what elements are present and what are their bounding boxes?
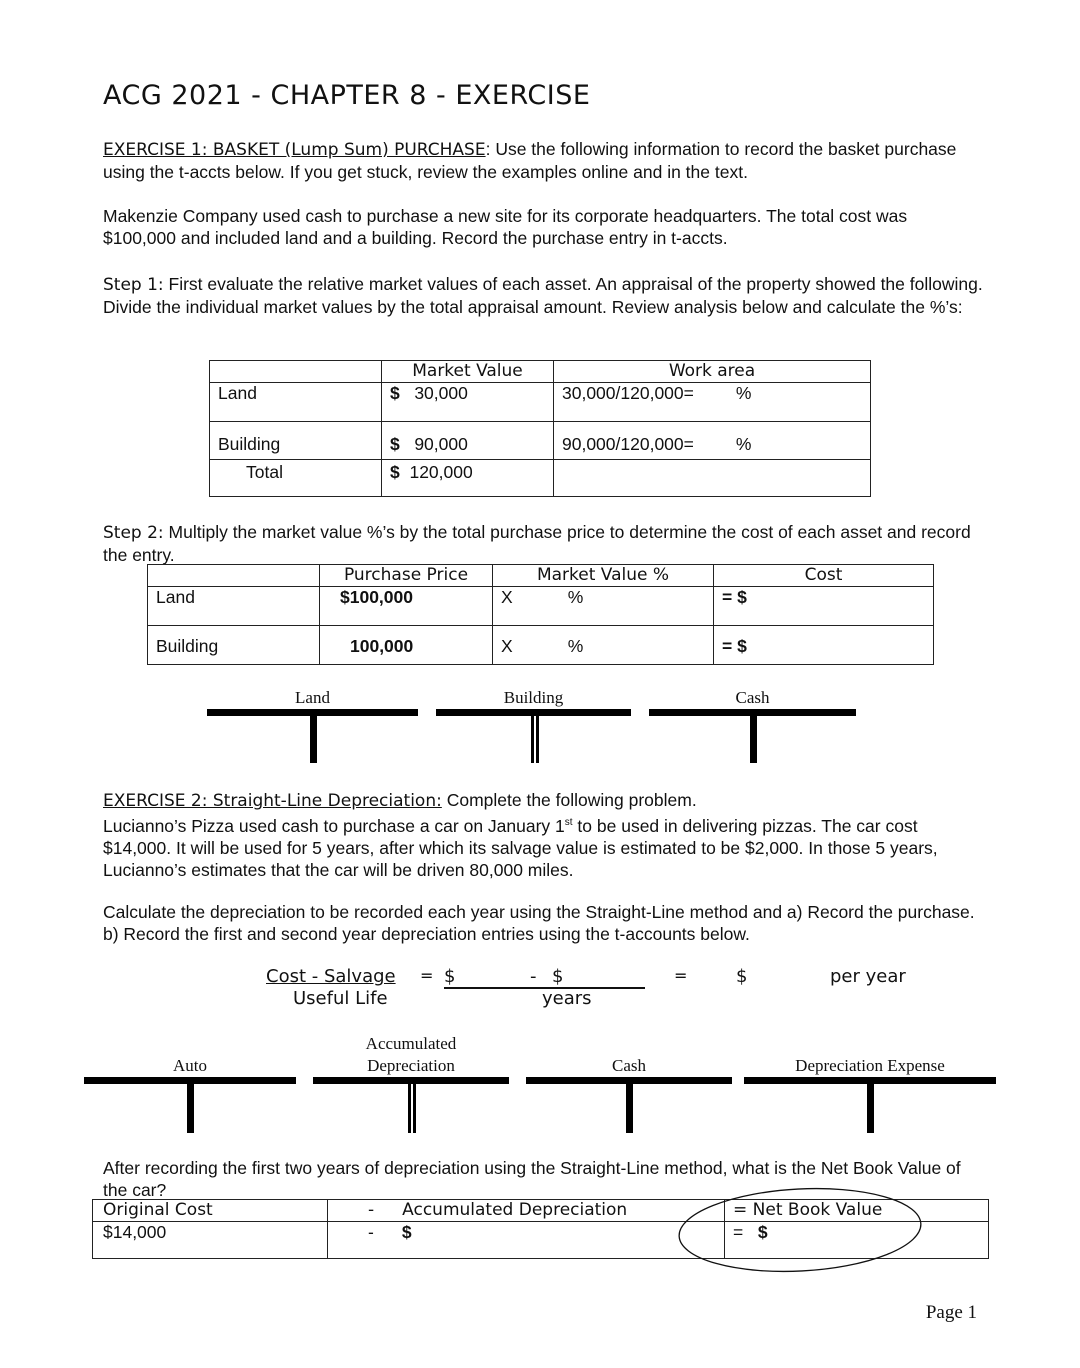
table-header-row — [148, 565, 934, 587]
table-row — [148, 626, 934, 665]
ex2-instructions: Calculate the depreciation to be recorded each year using the Straight-Line method and a) Record the purchase. b) Record the first and second year depreciation entries using the t-accounts below. — [103, 902, 975, 944]
work-area-cell[interactable]: 90,000/120,000= % — [554, 422, 871, 460]
table-row — [210, 422, 871, 460]
market-value-cell: $ 120,000 — [382, 460, 554, 497]
t-account-stem — [626, 1077, 633, 1133]
step2-text: Multiply the market value %’s by the total purchase price to determine the cost of each asset and record the entry. — [103, 522, 971, 565]
price-cell: $100,000 — [320, 587, 493, 626]
t-account-accumulated-depreciation[interactable] — [313, 1034, 509, 1136]
formula-blank1[interactable]: $ — [444, 966, 456, 987]
row-label: Land — [148, 587, 320, 626]
market-value-table — [209, 360, 871, 497]
formula-eq2: = — [674, 966, 688, 985]
cost-cell[interactable]: = $ — [714, 626, 934, 665]
step1-text: First evaluate the relative market values of each asset. An appraisal of the property showed the following. Divide the individual market values by the total appraisal amount. Review analysis below and calculate the %’s: — [103, 274, 983, 317]
table-row — [210, 383, 871, 422]
table-row — [148, 587, 934, 626]
formula-minus: - — [530, 966, 537, 987]
ex1-scenario: Makenzie Company used cash to purchase a new site for its corporate headquarters. The total cost was $100,000 and included land and a building. Record the purchase entry in t-accts. — [103, 206, 908, 248]
market-pct-cell[interactable]: X % — [493, 587, 714, 626]
table-header-cell — [210, 361, 382, 383]
t-account-land[interactable] — [207, 688, 418, 766]
t-account-depreciation-expense[interactable] — [744, 1056, 996, 1136]
ex1-intro — [103, 138, 983, 183]
original-cost-cell: $14,000 — [93, 1222, 328, 1259]
table-header-cell: = Net Book Value — [725, 1200, 989, 1222]
page-number: Page 1 — [925, 1302, 977, 1323]
step1 — [103, 273, 983, 318]
table-header-cell — [148, 565, 320, 587]
t-account-stem — [867, 1077, 874, 1133]
ex2-intro-a: Complete the following problem. — [441, 790, 697, 810]
t-account-label: Accumulated — [365, 1034, 457, 1053]
net-book-value-cell[interactable]: = $ — [725, 1222, 989, 1259]
t-account-label: Building — [503, 688, 564, 707]
t-account-label: Cash — [612, 1056, 646, 1075]
table-header-row — [210, 361, 871, 383]
nbv-question: After recording the first two years of depreciation using the Straight-Line method, what is the Net Book Value of the car? — [103, 1158, 961, 1200]
accumulated-depreciation-cell[interactable]: - $ — [328, 1222, 725, 1259]
highlight-oval — [670, 1184, 930, 1276]
table-header-cell: Work area — [554, 361, 871, 383]
cost-cell[interactable]: = $ — [714, 587, 934, 626]
t-account-stem — [408, 1077, 416, 1133]
formula-years: years — [542, 988, 592, 1009]
page-title: ACG 2021 - CHAPTER 8 - EXERCISE — [103, 80, 591, 111]
t-account-label: Depreciation — [367, 1056, 455, 1075]
row-label: Building — [148, 626, 320, 665]
step2-label: Step 2: — [103, 523, 164, 543]
ex2-intro-sup: st — [564, 817, 573, 828]
formula-eq1: = — [420, 966, 434, 985]
formula-per-year: per year — [830, 966, 906, 987]
step1-label: Step 1: — [103, 275, 164, 295]
row-label: Total — [210, 460, 382, 497]
table-header-cell: Market Value — [382, 361, 554, 383]
table-header-cell: Market Value % — [493, 565, 714, 587]
ex1-intro-text: : Use the following information to record the basket purchase using the t-accts below. If you get stuck, review the examples online and in the text. — [103, 139, 957, 182]
market-pct-cell[interactable]: X % — [493, 626, 714, 665]
t-account-label: Land — [295, 688, 330, 707]
t-account-stem — [310, 709, 317, 763]
work-area-cell[interactable]: 30,000/120,000= % — [554, 383, 871, 422]
t-account-stem — [531, 709, 539, 763]
t-account-auto[interactable] — [84, 1056, 296, 1136]
step2 — [103, 521, 983, 566]
table-header-cell: Original Cost — [93, 1200, 328, 1222]
row-label: Building — [210, 422, 382, 460]
purchase-price-table — [147, 564, 934, 665]
ex2-intro — [103, 789, 983, 881]
price-cell: 100,000 — [320, 626, 493, 665]
table-header-cell: Cost — [714, 565, 934, 587]
ex2-intro-b1: Lucianno’s Pizza used cash to purchase a car on January 1 — [103, 815, 565, 836]
formula-numerator: Cost - Salvage — [266, 966, 396, 987]
market-value-cell: $ 90,000 — [382, 422, 554, 460]
t-account-label: Auto — [173, 1056, 207, 1075]
t-account-cash-2[interactable] — [526, 1056, 732, 1136]
table-header-cell: Purchase Price — [320, 565, 493, 587]
formula-denominator: Useful Life — [293, 988, 388, 1009]
formula-result[interactable]: $ — [736, 966, 748, 987]
table-header-cell: - Accumulated Depreciation — [328, 1200, 725, 1222]
t-account-label: Cash — [735, 688, 770, 707]
ex2-heading: EXERCISE 2: Straight-Line Depreciation: — [103, 791, 442, 811]
work-area-cell[interactable] — [554, 460, 871, 497]
ex1-heading: EXERCISE 1: BASKET (Lump Sum) PURCHASE — [103, 140, 486, 160]
table-row — [210, 460, 871, 497]
t-account-stem — [187, 1077, 194, 1133]
t-account-cash[interactable] — [649, 688, 856, 766]
ex2-intro-b2: to be used in delivering pizzas. The car cost $14,000. It will be used for 5 years, after which its salvage value is estimated to be $2,000. In those 5 years, Lucianno’s estimates that the car will be driven 80,000 miles. — [103, 815, 938, 880]
t-account-stem — [750, 709, 757, 763]
market-value-cell: $ 30,000 — [382, 383, 554, 422]
t-account-building[interactable] — [436, 688, 631, 766]
row-label: Land — [210, 383, 382, 422]
formula-blank2[interactable]: $ — [552, 966, 564, 987]
t-account-label: Depreciation Expense — [795, 1056, 945, 1075]
